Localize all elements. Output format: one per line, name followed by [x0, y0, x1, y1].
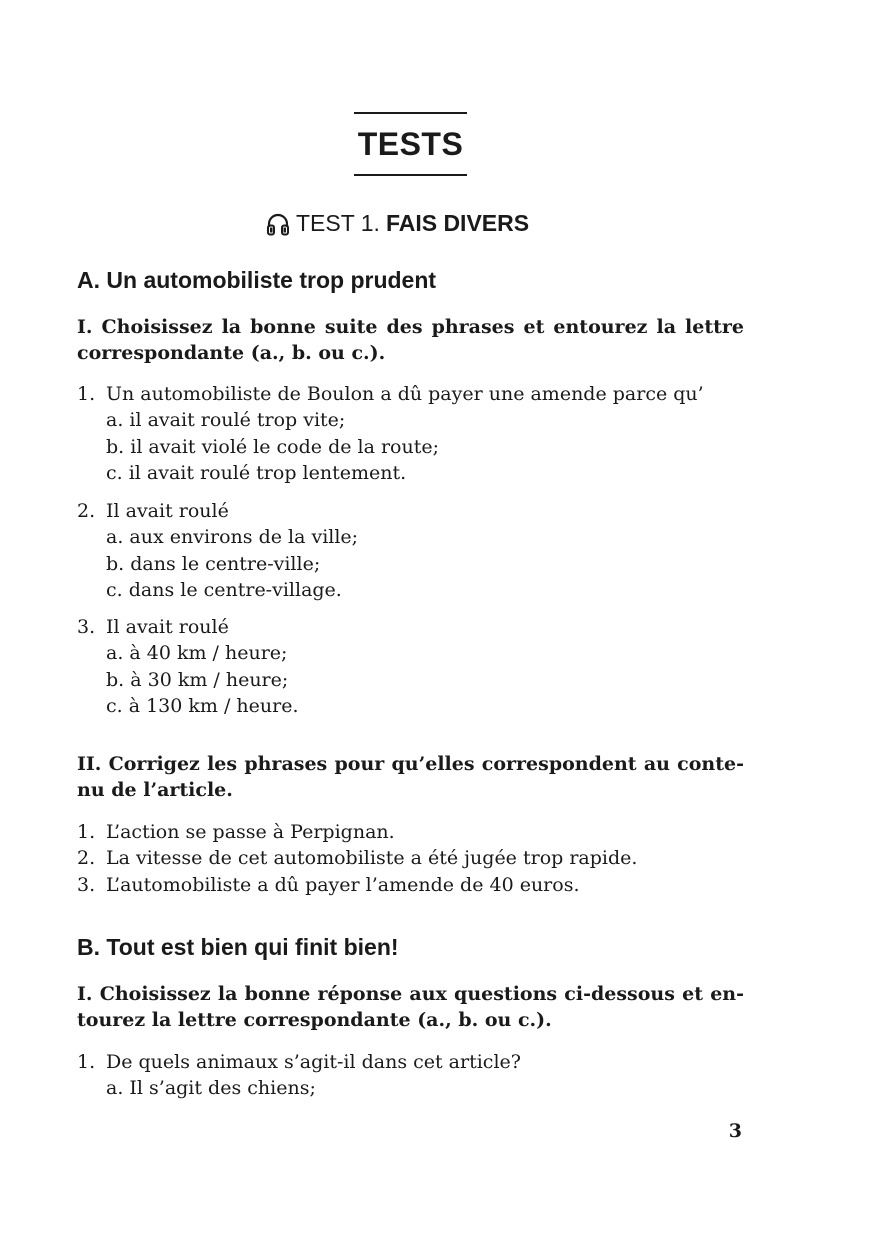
- answer-option: a. aux environs de la ville;: [106, 526, 359, 549]
- answer-option: c. il avait roulé trop lentement.: [106, 461, 407, 484]
- question-list-a1: [77, 381, 757, 486]
- test-title: FAIS DIVERS: [385, 210, 530, 236]
- question-list-b1: [77, 1049, 757, 1102]
- question: 2. Il avait roulé: [77, 500, 229, 522]
- title-rule-bottom: [354, 174, 467, 176]
- question: 1. De quels animaux s’agit-il dans cet article?: [77, 1051, 521, 1073]
- answer-option: b. dans le centre-ville;: [106, 552, 321, 575]
- section-a-title: A. Un automobiliste trop prudent: [77, 267, 437, 293]
- answer-option: b. il avait violé le code de la route;: [106, 435, 440, 458]
- answer-option: a. à 40 km / heure;: [106, 642, 288, 665]
- statement: 2. La vitesse de cet automobiliste a été jugée trop rapide.: [77, 847, 638, 870]
- answer-option: b. à 30 km / heure;: [106, 668, 289, 691]
- page-title: TESTS: [357, 126, 464, 162]
- question: 3. Il avait roulé: [77, 616, 229, 638]
- answer-option: a. il avait roulé trop vite;: [106, 409, 346, 432]
- section-b-instruction-1: I. Choisissez la bonne réponse aux questions ci-dessous et en- tourez la lettre correspondante (a., b. ou c.).: [77, 983, 744, 1031]
- question: 1. Un automobiliste de Boulon a dû payer une amende parce qu’: [77, 383, 704, 405]
- question-list-a2: [77, 498, 757, 603]
- answer-option: c. dans le centre-village.: [106, 578, 342, 601]
- statement-list-a: [77, 819, 757, 898]
- section-a-instruction-1: I. Choisissez la bonne suite des phrases et entourez la lettre correspondante (a., b. ou c.).: [77, 316, 744, 364]
- page-number: 3: [728, 1120, 742, 1142]
- answer-option: c. à 130 km / heure.: [106, 694, 299, 717]
- section-b-title: B. Tout est bien qui finit bien!: [77, 934, 399, 960]
- test-header: [266, 210, 529, 237]
- answer-option: a. Il s’agit des chiens;: [106, 1077, 316, 1100]
- headphones-icon: [266, 212, 290, 236]
- test-number: TEST 1.: [296, 210, 380, 236]
- section-a-instruction-2: II. Corrigez les phrases pour qu’elles correspondent au conte- nu de l’article.: [77, 753, 744, 801]
- page-title-block: [354, 112, 467, 176]
- statement: 1. L’action se passe à Perpignan.: [77, 821, 395, 843]
- question-list-a3: [77, 614, 757, 719]
- statement: 3. L’automobiliste a dû payer l’amende de 40 euros.: [77, 873, 580, 896]
